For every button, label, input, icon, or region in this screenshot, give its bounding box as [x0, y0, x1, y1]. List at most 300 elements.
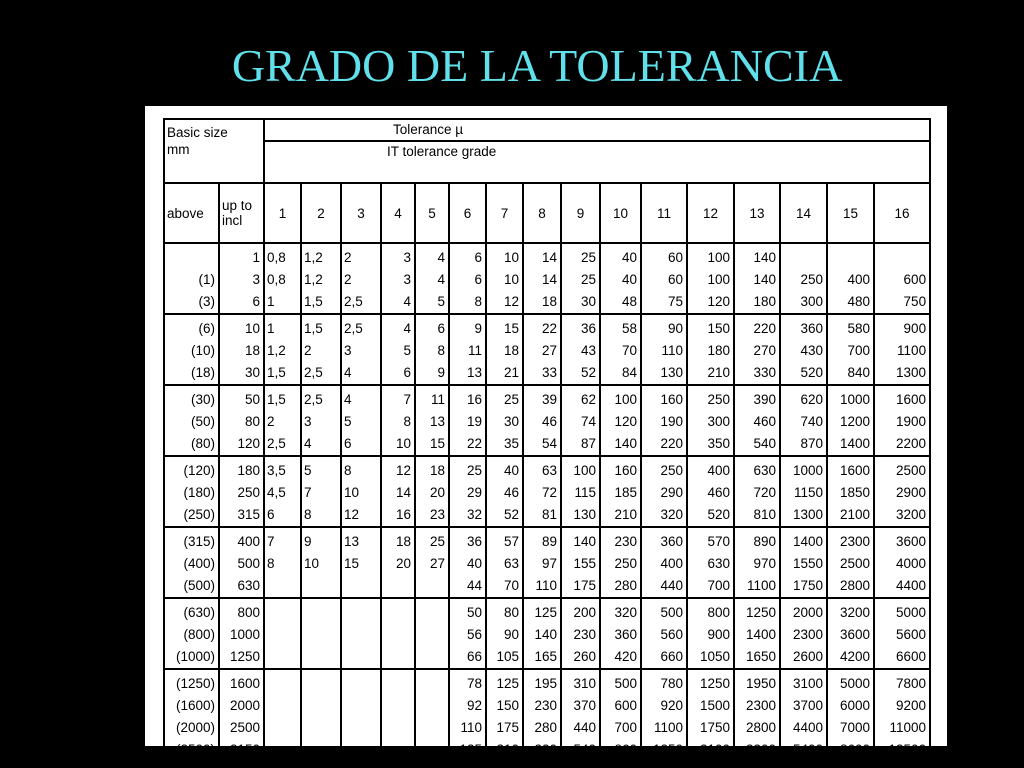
it-grade-header-label: IT tolerance grade: [387, 144, 497, 159]
table-cell-value: 160: [660, 392, 683, 407]
table-cell-value: 1400: [839, 436, 870, 451]
table-cell-value: 12: [395, 463, 411, 478]
grade-6-cell: [449, 456, 486, 527]
table-cell-value: 57: [503, 534, 519, 549]
table-cell-value: (400): [183, 556, 215, 571]
table-cell-value: [418, 646, 445, 668]
table-cell-value: 1100: [746, 578, 776, 593]
table-cell-value: 1150: [793, 485, 823, 500]
grade-7-cell: [486, 598, 523, 669]
grade-14-cell: [780, 314, 827, 385]
table-row: [164, 385, 930, 456]
table-cell-value: 250: [800, 272, 823, 287]
table-cell-value: 400: [707, 463, 730, 478]
table-cell-value: 4: [437, 272, 445, 287]
grade-3-cell: [341, 598, 381, 669]
table-cell-value: [344, 717, 377, 739]
table-cell-value: 19: [466, 414, 482, 429]
table-cell-value: 3,5: [267, 463, 286, 478]
table-cell-value: 7800: [896, 676, 927, 691]
table-cell-value: 4400: [792, 720, 823, 735]
table-cell-value: 13500: [888, 742, 927, 757]
above-cell: [164, 385, 219, 456]
grade-header-13: 13: [734, 183, 780, 243]
table-cell-value: 0,8: [267, 250, 286, 265]
table-cell-value: 5: [304, 463, 312, 478]
table-cell-value: 13: [344, 534, 360, 549]
table-cell-value: 16: [395, 507, 411, 522]
table-cell-value: 800: [237, 605, 260, 620]
table-cell-value: 2: [344, 272, 352, 287]
table-cell-value: 89: [541, 534, 557, 549]
table-cell-value: 62: [580, 392, 596, 407]
grade-5-cell: [415, 669, 449, 762]
grade-4-cell: [381, 598, 415, 669]
grade-11-cell: [641, 243, 687, 314]
table-cell-value: 400: [660, 556, 683, 571]
grade-13-cell: [734, 314, 780, 385]
grade-header-7: 7: [486, 183, 523, 243]
table-cell-value: 70: [621, 343, 637, 358]
table-cell-value: 8: [474, 294, 482, 309]
table-cell-value: 3: [403, 272, 411, 287]
grade-13-cell: [734, 456, 780, 527]
table-cell-value: 4: [437, 250, 445, 265]
table-row: [164, 243, 930, 314]
table-cell-value: [384, 673, 411, 695]
table-cell-value: 6: [403, 365, 411, 380]
table-cell-value: [384, 602, 411, 624]
table-cell-value: 2900: [896, 485, 927, 500]
table-cell-value: 560: [660, 627, 683, 642]
table-cell-value: 160: [614, 463, 637, 478]
grade-14-cell: [780, 385, 827, 456]
grade-3-cell: [341, 527, 381, 598]
table-cell-value: 280: [534, 720, 557, 735]
table-row: [164, 456, 930, 527]
table-cell-value: [344, 673, 377, 695]
table-cell-value: 1650: [745, 649, 776, 664]
table-cell-value: (1000): [175, 649, 215, 664]
table-cell-value: 46: [503, 485, 519, 500]
table-cell-value: 43: [580, 343, 596, 358]
table-cell-value: 60: [667, 272, 683, 287]
table-cell-value: 2500: [839, 556, 870, 571]
table-cell-value: 870: [800, 436, 823, 451]
table-row: [164, 669, 930, 762]
table-cell-value: 3200: [896, 507, 927, 522]
table-cell-value: 12: [503, 294, 519, 309]
table-cell-value: (630): [183, 605, 215, 620]
table-cell-value: [418, 575, 445, 597]
table-cell-value: 3300: [745, 742, 776, 757]
table-cell-value: 360: [614, 627, 637, 642]
table-cell-value: 260: [573, 649, 596, 664]
table-cell-value: (1): [198, 272, 215, 287]
table-cell-value: 300: [707, 414, 730, 429]
table-cell-value: 23: [429, 507, 445, 522]
table-cell-value: 3150: [229, 742, 260, 757]
table-cell-value: 810: [753, 507, 776, 522]
grade-10-cell: [600, 456, 641, 527]
table-cell-value: 3700: [792, 698, 823, 713]
table-cell-value: 700: [847, 343, 870, 358]
grade-6-cell: [449, 314, 486, 385]
table-cell-value: 700: [707, 578, 730, 593]
it-grade-header: [264, 141, 930, 183]
table-cell-value: 500: [614, 676, 637, 691]
table-cell-value: 500: [237, 556, 260, 571]
grade-header-14: 14: [780, 183, 827, 243]
table-cell-value: 1550: [792, 556, 823, 571]
table-cell-value: 7: [304, 485, 312, 500]
table-cell-value: 6: [474, 272, 482, 287]
grade-header-3: 3: [341, 183, 381, 243]
table-cell-value: 440: [573, 720, 596, 735]
grade-5-cell: [415, 385, 449, 456]
table-cell-value: 2: [304, 343, 312, 358]
table-cell-value: 97: [541, 556, 557, 571]
table-cell-value: 6: [474, 250, 482, 265]
table-cell-value: 520: [800, 365, 823, 380]
up-to-cell: [219, 669, 264, 762]
table-cell-value: 1000: [229, 627, 260, 642]
table-cell-value: [418, 695, 445, 717]
table-cell-value: 2,5: [344, 321, 363, 336]
grade-header-1: 1: [264, 183, 301, 243]
grade-header-5: 5: [415, 183, 449, 243]
up-to-header: up to incl: [219, 183, 264, 243]
table-cell-value: [344, 575, 377, 597]
table-cell-value: 90: [503, 627, 519, 642]
table-cell-value: 10: [503, 250, 519, 265]
table-cell-value: 230: [534, 698, 557, 713]
table-cell-value: 14: [541, 272, 557, 287]
table-cell-value: 7: [403, 392, 411, 407]
table-cell-value: 315: [237, 507, 260, 522]
table-cell-value: [267, 646, 297, 668]
table-cell-value: 330: [753, 365, 776, 380]
grade-7-cell: [486, 456, 523, 527]
table-cell-value: 9200: [896, 698, 927, 713]
above-cell: [164, 456, 219, 527]
grade-6-cell: [449, 385, 486, 456]
table-cell-value: 35: [503, 436, 519, 451]
table-cell-value: 320: [614, 605, 637, 620]
table-cell-value: [267, 624, 297, 646]
table-cell-value: [344, 602, 377, 624]
grade-10-cell: [600, 598, 641, 669]
table-cell-value: 6: [267, 507, 275, 522]
table-cell-value: 1000: [839, 392, 870, 407]
grade-12-cell: [687, 243, 734, 314]
table-cell-value: 29: [466, 485, 482, 500]
grade-9-cell: [561, 527, 600, 598]
table-cell-value: 84: [621, 365, 637, 380]
table-cell-value: (500): [183, 578, 215, 593]
table-cell-value: 150: [496, 698, 519, 713]
table-cell-value: 20: [395, 556, 411, 571]
table-cell-value: 2500: [229, 720, 260, 735]
table-cell-value: 580: [847, 321, 870, 336]
table-cell-value: 250: [237, 485, 260, 500]
table-cell-value: 9: [474, 321, 482, 336]
grade-header-11: 11: [641, 183, 687, 243]
table-cell-value: 15: [503, 321, 519, 336]
up-to-cell: [219, 598, 264, 669]
table-cell-value: 1750: [699, 720, 730, 735]
table-cell-value: [344, 646, 377, 668]
table-cell-value: 140: [573, 534, 596, 549]
grade-8-cell: [523, 669, 561, 762]
table-cell-value: 81: [541, 507, 557, 522]
table-cell-value: 52: [580, 365, 596, 380]
table-cell-value: (50): [190, 414, 215, 429]
table-cell-value: [418, 624, 445, 646]
grade-9-cell: [561, 598, 600, 669]
grade-10-cell: [600, 385, 641, 456]
table-cell-value: 9: [304, 534, 312, 549]
slide-title: GRADO DE LA TOLERANCIA: [231, 40, 843, 91]
table-cell-value: 400: [847, 272, 870, 287]
table-cell-value: 1: [267, 321, 275, 336]
table-cell-value: 2,5: [267, 436, 286, 451]
table-cell-value: 140: [614, 436, 637, 451]
table-cell-value: 1250: [745, 605, 776, 620]
table-cell-value: (250): [183, 507, 215, 522]
table-cell-value: 1400: [792, 534, 823, 549]
grade-9-cell: [561, 385, 600, 456]
table-cell-value: 60: [667, 250, 683, 265]
up-to-cell: [219, 527, 264, 598]
grade-1-cell: [264, 598, 301, 669]
grade-header-12: 12: [687, 183, 734, 243]
table-cell-value: [384, 646, 411, 668]
up-to-cell: [219, 385, 264, 456]
table-cell-value: 33: [541, 365, 557, 380]
table-cell-value: 270: [753, 343, 776, 358]
grade-13-cell: [734, 669, 780, 762]
table-cell-value: 460: [753, 414, 776, 429]
table-cell-value: 175: [496, 720, 519, 735]
table-cell-value: 5000: [896, 605, 927, 620]
table-cell-value: [384, 624, 411, 646]
table-cell-value: [344, 695, 377, 717]
table-cell-value: 75: [667, 294, 683, 309]
table-cell-value: 0,8: [267, 272, 286, 287]
grade-7-cell: [486, 385, 523, 456]
table-cell-value: 135: [459, 742, 482, 757]
table-cell-value: 250: [614, 556, 637, 571]
table-cell-value: 54: [541, 436, 557, 451]
up-to-cell: [219, 456, 264, 527]
table-cell-value: 195: [534, 676, 557, 691]
grade-13-cell: [734, 598, 780, 669]
table-cell-value: 27: [541, 343, 557, 358]
grade-7-cell: [486, 314, 523, 385]
table-cell-value: 22: [541, 321, 557, 336]
table-cell-value: 1,2: [304, 250, 323, 265]
table-cell-value: 3600: [839, 627, 870, 642]
grade-14-cell: [780, 527, 827, 598]
table-cell-value: 2300: [839, 534, 870, 549]
grade-1-cell: [264, 243, 301, 314]
table-cell-value: 15: [429, 436, 445, 451]
grade-header-16: 16: [874, 183, 930, 243]
table-cell-value: 8600: [839, 742, 870, 757]
table-cell-value: 165: [534, 649, 557, 664]
table-cell-value: 46: [541, 414, 557, 429]
table-cell-value: 39: [541, 392, 557, 407]
grade-8-cell: [523, 385, 561, 456]
table-cell-value: 780: [660, 676, 683, 691]
up-to-cell: [219, 314, 264, 385]
table-cell-value: (1250): [175, 676, 215, 691]
table-cell-value: 480: [847, 294, 870, 309]
table-cell-value: 720: [753, 485, 776, 500]
table-cell-value: 740: [800, 414, 823, 429]
table-cell-value: 140: [753, 250, 776, 265]
table-cell-value: 2600: [792, 649, 823, 664]
table-cell-value: 48: [621, 294, 637, 309]
table-cell-value: [344, 739, 377, 761]
grade-15-cell: [827, 243, 874, 314]
table-cell-value: 150: [707, 321, 730, 336]
table-cell-value: [167, 247, 215, 269]
table-cell-value: 18: [244, 343, 260, 358]
table-cell-value: [418, 717, 445, 739]
table-cell-value: 420: [614, 649, 637, 664]
table-cell-value: 50: [466, 605, 482, 620]
table-cell-value: [304, 602, 337, 624]
grade-13-cell: [734, 527, 780, 598]
table-cell-value: 10: [503, 272, 519, 287]
table-cell-value: 600: [903, 272, 927, 287]
grade-16-cell: [874, 314, 930, 385]
table-cell-value: 2,5: [344, 294, 363, 309]
grade-2-cell: [301, 669, 341, 762]
table-cell-value: 2800: [839, 578, 870, 593]
table-cell-value: 7000: [839, 720, 870, 735]
above-cell: [164, 314, 219, 385]
table-cell-value: 1850: [839, 485, 870, 500]
table-cell-value: 1600: [229, 676, 260, 691]
grade-8-cell: [523, 243, 561, 314]
table-cell-value: 210: [707, 365, 730, 380]
table-cell-value: 74: [580, 414, 596, 429]
table-cell-value: 2300: [792, 627, 823, 642]
grade-16-cell: [874, 598, 930, 669]
table-cell-value: 4: [304, 436, 312, 451]
grade-4-cell: [381, 314, 415, 385]
table-cell-value: 230: [573, 627, 596, 642]
table-cell-value: (120): [183, 463, 215, 478]
table-cell-value: 20: [429, 485, 445, 500]
table-cell-value: 2100: [699, 742, 730, 757]
table-cell-value: [304, 646, 337, 668]
table-cell-value: 1000: [792, 463, 823, 478]
grade-8-cell: [523, 456, 561, 527]
table-cell-value: [830, 247, 870, 269]
table-cell-value: 130: [660, 365, 683, 380]
grade-7-cell: [486, 669, 523, 762]
table-cell-value: 220: [753, 321, 776, 336]
table-cell-value: 310: [573, 676, 596, 691]
grade-8-cell: [523, 314, 561, 385]
grade-4-cell: [381, 456, 415, 527]
table-cell-value: 30: [244, 365, 260, 380]
table-cell-value: 36: [466, 534, 482, 549]
grade-12-cell: [687, 527, 734, 598]
table-cell-value: 16: [466, 392, 482, 407]
table-cell-value: 1500: [699, 698, 730, 713]
table-cell-value: 1750: [792, 578, 823, 593]
table-cell-value: 250: [660, 463, 683, 478]
grade-5-cell: [415, 456, 449, 527]
table-cell-value: 27: [429, 556, 445, 571]
grade-5-cell: [415, 527, 449, 598]
tolerance-header-label: Tolerance µ: [393, 122, 464, 137]
table-cell-value: 920: [660, 698, 683, 713]
table-cell-value: 900: [903, 321, 927, 336]
table-cell-value: 210: [614, 507, 637, 522]
table-cell-value: 1,2: [267, 343, 286, 358]
table-cell-value: 100: [707, 250, 730, 265]
table-cell-value: (30): [190, 392, 215, 407]
grade-1-cell: [264, 314, 301, 385]
grade-4-cell: [381, 385, 415, 456]
table-cell-value: 2,5: [304, 392, 323, 407]
table-cell-value: (3): [198, 294, 215, 309]
table-cell-value: 3: [344, 343, 352, 358]
grade-6-cell: [449, 527, 486, 598]
table-cell-value: 1,5: [304, 294, 323, 309]
table-cell-value: [267, 602, 297, 624]
table-cell-value: 1600: [896, 392, 927, 407]
grade-14-cell: [780, 669, 827, 762]
grade-7-cell: [486, 243, 523, 314]
table-cell-value: (315): [183, 534, 215, 549]
table-cell-value: 660: [660, 649, 683, 664]
table-cell-value: 800: [707, 605, 730, 620]
table-cell-value: 200: [573, 605, 596, 620]
table-cell-value: 100: [614, 392, 637, 407]
table-cell-value: 125: [496, 676, 519, 691]
table-cell-value: 11000: [889, 720, 927, 735]
table-cell-value: 1,5: [267, 365, 286, 380]
table-cell-value: 1600: [839, 463, 870, 478]
table-cell-value: 1100: [897, 343, 927, 358]
table-cell-value: 21: [503, 365, 519, 380]
table-cell-value: 90: [667, 321, 683, 336]
grade-header-10: 10: [600, 183, 641, 243]
table-cell-value: 320: [660, 507, 683, 522]
table-cell-value: 5000: [839, 676, 870, 691]
table-cell-value: 22: [466, 436, 482, 451]
table-cell-value: 6000: [839, 698, 870, 713]
table-cell-value: 540: [753, 436, 776, 451]
table-cell-value: 11: [430, 392, 445, 407]
table-cell-value: 40: [503, 463, 519, 478]
grade-9-cell: [561, 314, 600, 385]
table-cell-value: 630: [707, 556, 730, 571]
table-cell-value: 370: [573, 698, 596, 713]
table-cell-value: 2: [344, 250, 352, 265]
table-cell-value: [384, 717, 411, 739]
grade-2-cell: [301, 527, 341, 598]
table-cell-value: 5: [344, 414, 352, 429]
table-cell-value: 3: [304, 414, 312, 429]
